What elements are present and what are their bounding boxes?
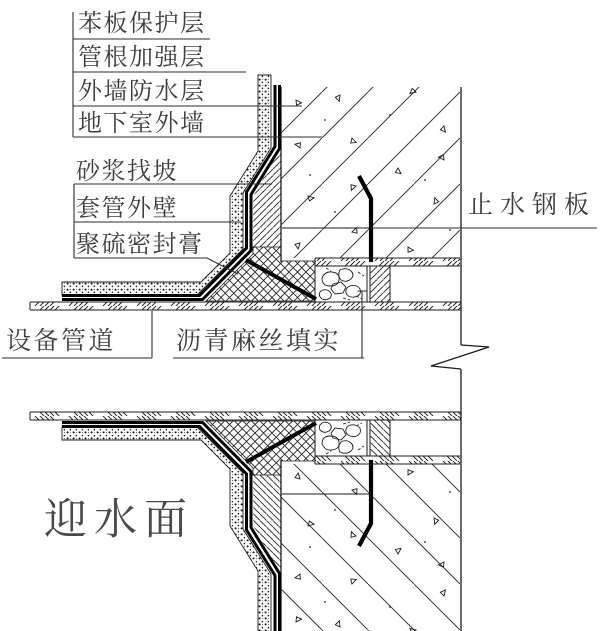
label-mortar-slope: 砂浆找坡 <box>76 157 178 185</box>
label-equipment-pipe <box>2 311 152 358</box>
label-polysulfide-sealant: 聚硫密封膏 <box>76 230 204 258</box>
label-casing-outer-wall: 套管外壁 <box>76 194 178 222</box>
label-pipe-root-reinforcement: 管根加强层 <box>78 43 206 71</box>
label-wall-waterproof-layer: 外墙防水层 <box>78 77 206 105</box>
label-protection-board: 苯板保护层 <box>78 9 206 37</box>
label-waterstop-steel-plate: 止水钢板 <box>468 190 597 219</box>
label-asphalt-oakum-fill: 沥青麻丝填实 <box>176 326 342 355</box>
label-equipment-pipe: 设备管道 <box>6 326 117 355</box>
label-basement-exterior-wall: 地下室外墙 <box>78 109 206 137</box>
break-symbol <box>431 345 489 369</box>
label-water-facing-side: 迎水面 <box>44 495 194 545</box>
